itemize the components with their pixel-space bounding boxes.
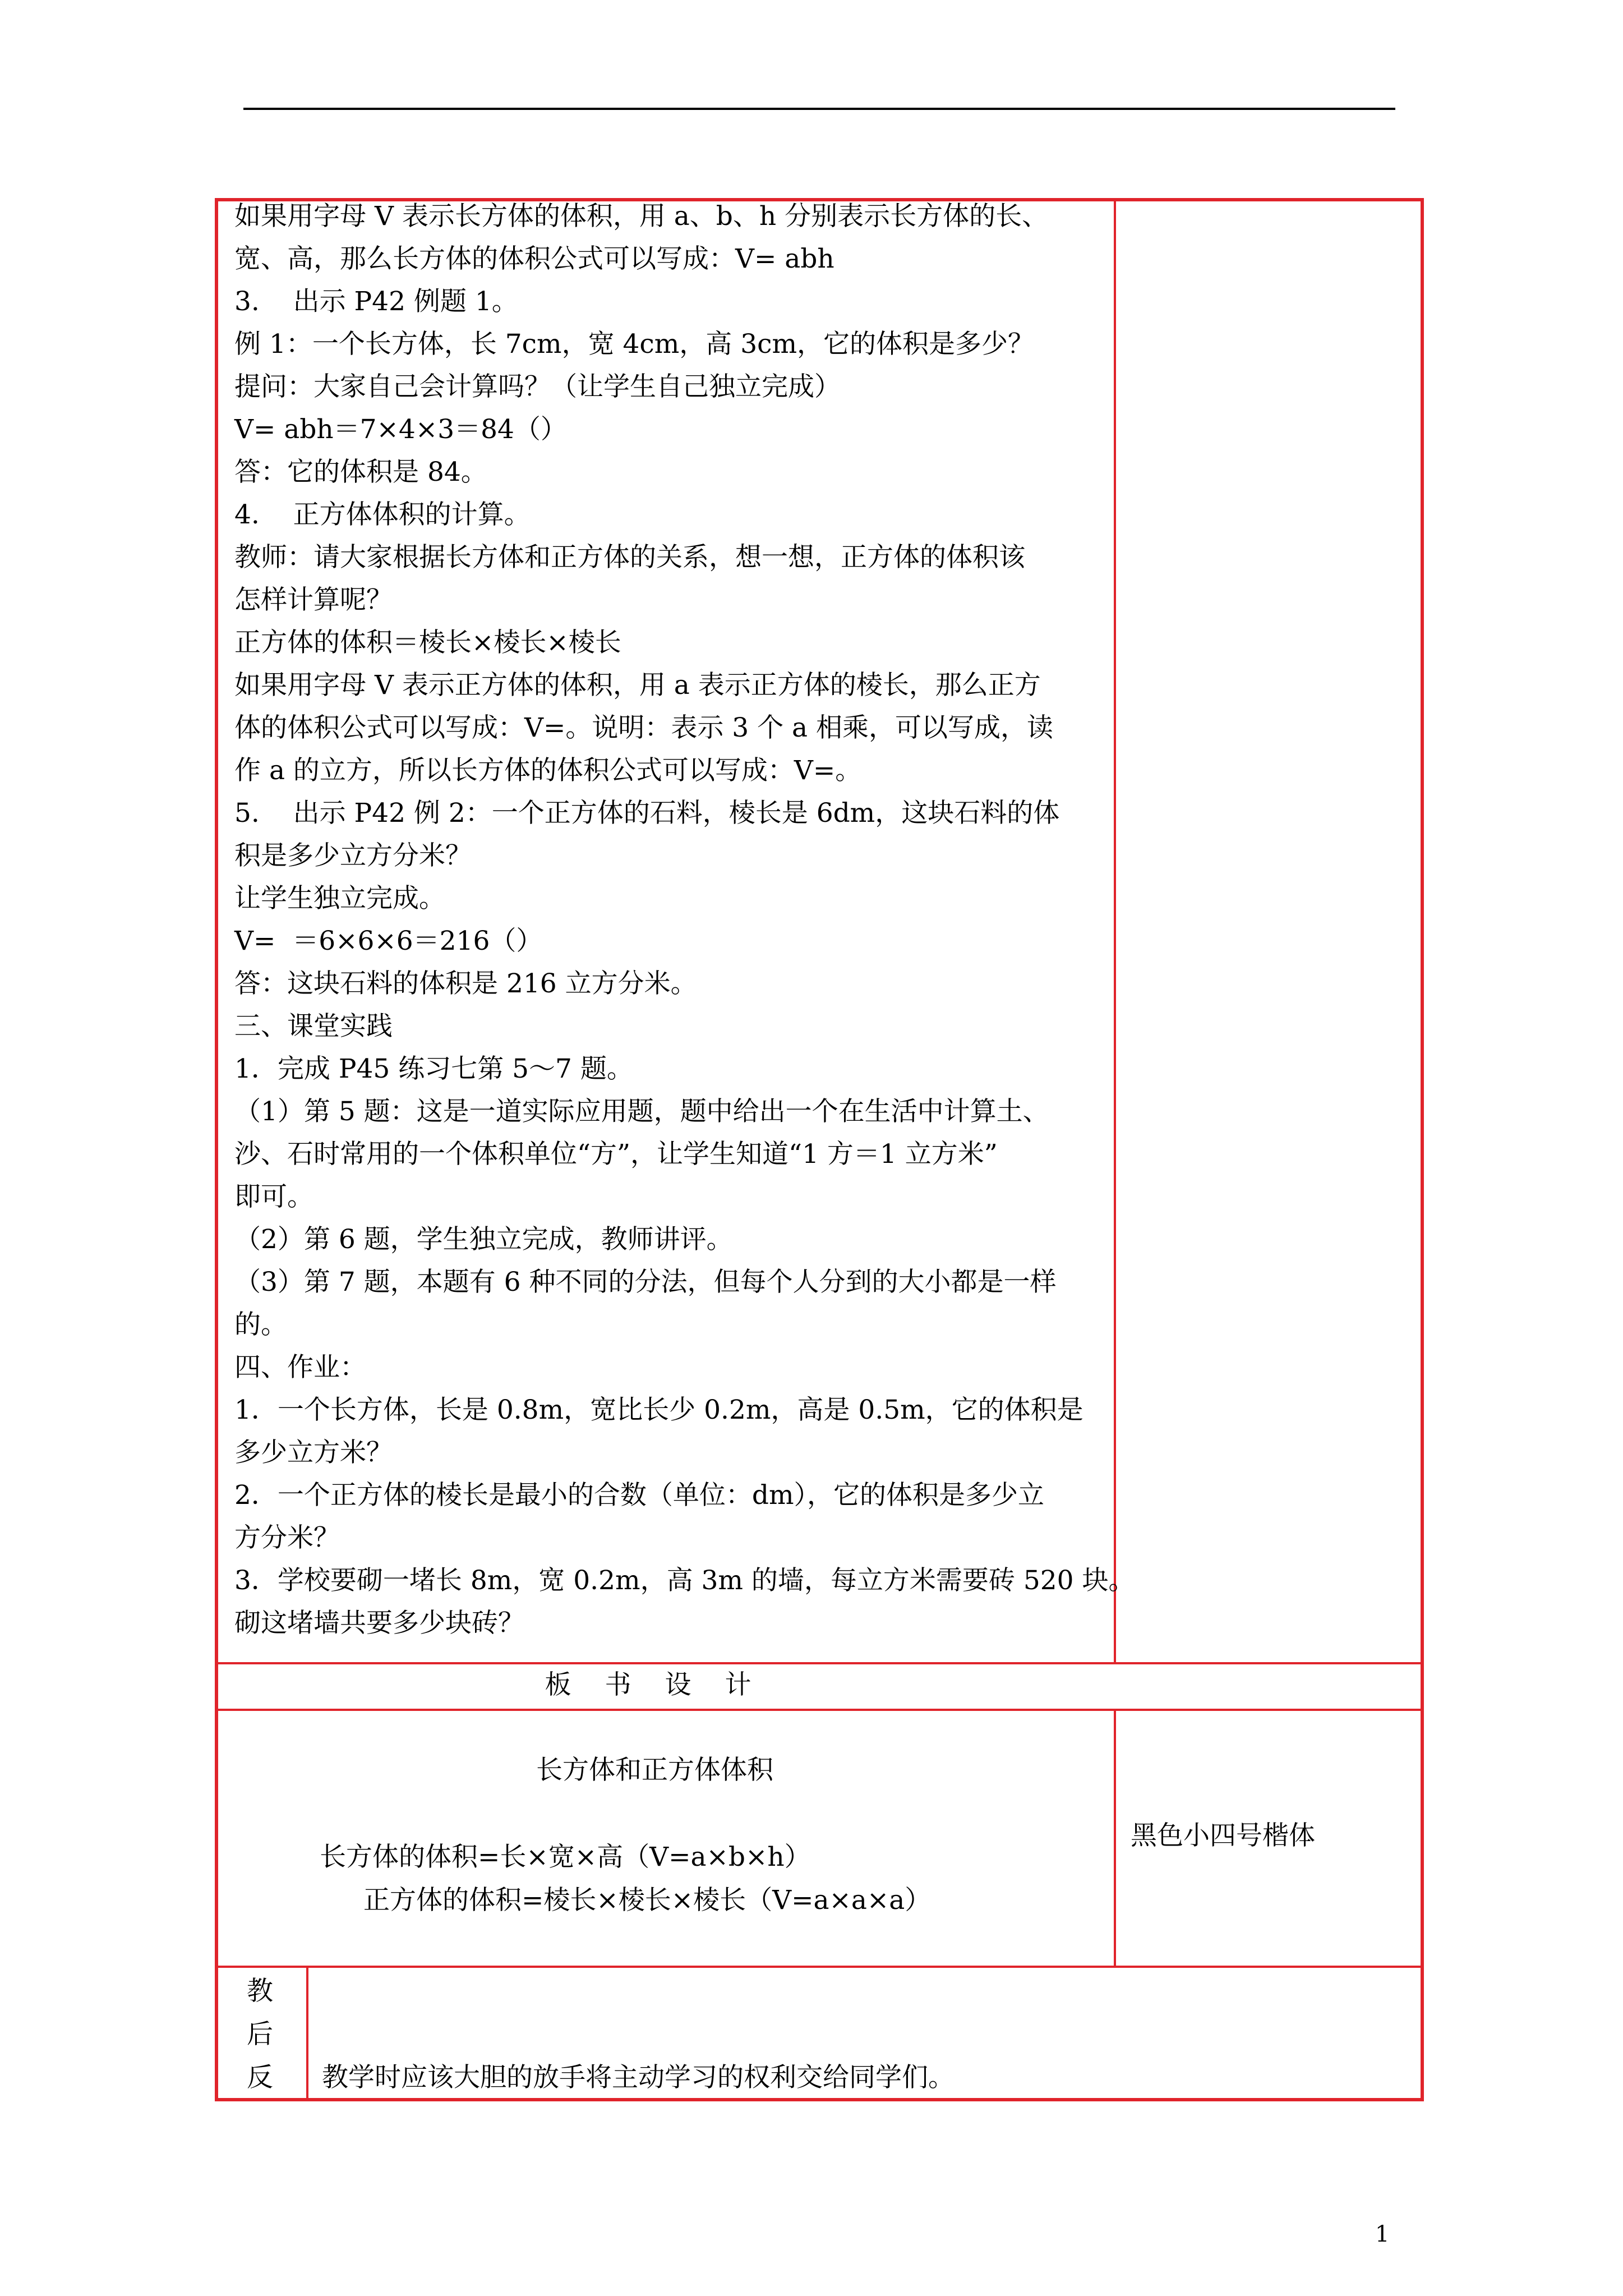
reflection-label-1: 教: [247, 1976, 273, 2007]
board-design-formula-cuboid: 长方体的体积=长×宽×高（V=a×b×h）: [320, 1842, 811, 1872]
content-line: 1．一个长方体，长是 0.8m，宽比长少 0.2m，高是 0.5m，它的体积是: [234, 1395, 1083, 1425]
content-line: （2）第 6 题，学生独立完成，教师讲评。: [234, 1224, 733, 1255]
content-line: 1．完成 P45 练习七第 5～7 题。: [234, 1053, 633, 1084]
content-line: （1）第 5 题：这是一道实际应用题，题中给出一个在生活中计算土、: [234, 1096, 1049, 1127]
content-line: 如果用字母 V 表示正方体的体积，用 a 表示正方体的棱长，那么正方: [234, 670, 1041, 701]
content-line: 多少立方米？: [234, 1437, 393, 1468]
content-line: 如果用字母 V 表示长方体的体积，用 a、b、h 分别表示长方体的长、: [234, 201, 1049, 232]
content-line: 怎样计算呢？: [234, 585, 393, 615]
content-line: 2．一个正方体的棱长是最小的合数（单位：dm），它的体积是多少立: [234, 1480, 1045, 1511]
lesson-content: [234, 195, 1135, 1645]
table-divider-h3: [215, 1966, 1424, 1968]
content-line: 教师：请大家根据长方体和正方体的关系，想一想，正方体的体积该: [234, 542, 1025, 573]
page-number: 1: [1375, 2221, 1390, 2247]
table-divider-board: [1114, 1709, 1116, 1967]
table-divider-reflection: [306, 1966, 308, 2101]
content-line: 宽、高，那么长方体的体积公式可以写成：V= abh: [234, 243, 834, 274]
content-line: 答：这块石料的体积是 216 立方分米。: [234, 968, 697, 999]
content-line: V= abh＝7×4×3＝84（）: [234, 414, 567, 445]
reflection-label-2: 后: [247, 2019, 273, 2050]
reflection-label-3: 反: [247, 2062, 273, 2093]
content-line: 5. 出示 P42 例 2：一个正方体的石料，棱长是 6dm，这块石料的体: [234, 798, 1060, 829]
content-line: 正方体的体积＝棱长×棱长×棱长: [234, 627, 621, 658]
content-line: 积是多少立方分米？: [234, 840, 472, 871]
content-line: V= ＝6×6×6＝216（）: [234, 926, 543, 956]
content-line: 4. 正方体体积的计算。: [234, 499, 531, 530]
content-line: 3. 出示 P42 例题 1。: [234, 286, 518, 317]
table-divider-h2: [215, 1709, 1424, 1711]
header-rule: [243, 108, 1395, 110]
content-line: 四、作业：: [234, 1352, 366, 1383]
content-line: 作 a 的立方，所以长方体的体积公式可以写成：V=。: [234, 755, 862, 786]
board-design-header: 板书设计: [545, 1669, 785, 1700]
content-line: （3）第 7 题，本题有 6 种不同的分法，但每个人分到的大小都是一样: [234, 1267, 1057, 1297]
content-line: 提问：大家自己会计算吗？（让学生自己独立完成）: [234, 371, 841, 402]
content-line: 砌这堵墙共要多少块砖？: [234, 1608, 524, 1639]
content-line: 答：它的体积是 84。: [234, 457, 487, 487]
board-design-formula-cube: 正方体的体积=棱长×棱长×棱长（V=a×a×a）: [363, 1885, 932, 1916]
content-line: 即可。: [234, 1181, 313, 1212]
content-line: 三、课堂实践: [234, 1011, 393, 1042]
content-line: 3．学校要砌一堵长 8m，宽 0.2m，高 3m 的墙，每立方米需要砖 520 块。: [234, 1565, 1135, 1596]
board-design-title: 长方体和正方体体积: [536, 1755, 773, 1786]
content-line: 方分米？: [234, 1522, 340, 1553]
content-line: 让学生独立完成。: [234, 883, 445, 914]
content-line: 体的体积公式可以写成：V=。说明：表示 3 个 a 相乘，可以写成，读: [234, 712, 1054, 743]
content-line: 沙、石时常用的一个体积单位“方”，让学生知道“1 方＝1 立方米”: [234, 1139, 998, 1170]
content-line: 例 1：一个长方体，长 7cm，宽 4cm，高 3cm，它的体积是多少？: [234, 329, 1035, 360]
content-line: 的。: [234, 1309, 287, 1340]
reflection-text: 教学时应该大胆的放手将主动学习的权利交给同学们。: [322, 2062, 955, 2093]
board-design-side-note: 黑色小四号楷体: [1131, 1820, 1315, 1851]
